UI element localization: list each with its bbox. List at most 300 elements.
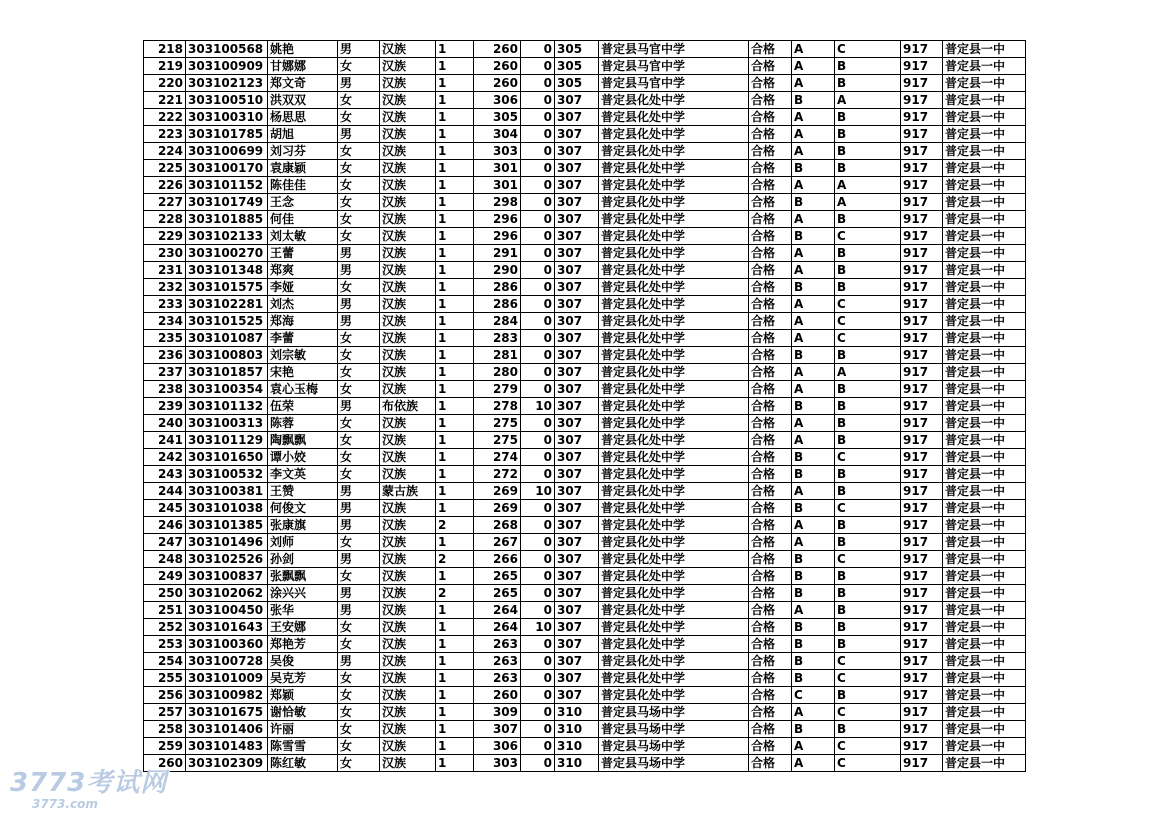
cell-row-number: 237 (144, 364, 186, 381)
cell-grade-b: B (835, 721, 901, 738)
cell-target-code: 917 (901, 58, 943, 75)
cell-target-school: 普定县一中 (943, 568, 1026, 585)
cell-ethnicity: 汉族 (380, 534, 436, 551)
cell-grade-a: B (792, 398, 835, 415)
cell-bonus: 0 (521, 228, 555, 245)
cell-bonus: 0 (521, 313, 555, 330)
table-row (144, 704, 1026, 721)
cell-row-number: 221 (144, 92, 186, 109)
cell-grade-b: C (835, 296, 901, 313)
cell-exam-id: 303100170 (186, 160, 268, 177)
cell-row-number: 259 (144, 738, 186, 755)
cell-category: 1 (436, 602, 474, 619)
cell-score: 263 (474, 636, 521, 653)
cell-exam-id: 303101009 (186, 670, 268, 687)
cell-school-code: 307 (555, 415, 599, 432)
cell-grade-a: B (792, 636, 835, 653)
table-row (144, 738, 1026, 755)
cell-grade-b: C (835, 670, 901, 687)
cell-school-name: 普定县化处中学 (599, 194, 749, 211)
cell-target-school: 普定县一中 (943, 262, 1026, 279)
cell-target-code: 917 (901, 126, 943, 143)
cell-exam-id: 303101132 (186, 398, 268, 415)
cell-grade-a: A (792, 602, 835, 619)
cell-target-school: 普定县一中 (943, 211, 1026, 228)
cell-ethnicity: 汉族 (380, 636, 436, 653)
cell-score: 260 (474, 58, 521, 75)
cell-score: 274 (474, 449, 521, 466)
cell-target-school: 普定县一中 (943, 483, 1026, 500)
cell-score: 280 (474, 364, 521, 381)
cell-exam-id: 303101885 (186, 211, 268, 228)
cell-gender: 女 (338, 381, 380, 398)
cell-exam-id: 303100728 (186, 653, 268, 670)
cell-score: 260 (474, 75, 521, 92)
cell-row-number: 244 (144, 483, 186, 500)
cell-result: 合格 (749, 262, 792, 279)
cell-score: 278 (474, 398, 521, 415)
cell-school-code: 307 (555, 670, 599, 687)
cell-target-school: 普定县一中 (943, 228, 1026, 245)
cell-target-school: 普定县一中 (943, 432, 1026, 449)
cell-grade-b: A (835, 194, 901, 211)
cell-gender: 男 (338, 262, 380, 279)
cell-gender: 女 (338, 636, 380, 653)
cell-gender: 男 (338, 245, 380, 262)
cell-exam-id: 303101152 (186, 177, 268, 194)
cell-ethnicity: 汉族 (380, 228, 436, 245)
cell-grade-b: C (835, 653, 901, 670)
cell-target-school: 普定县一中 (943, 296, 1026, 313)
cell-row-number: 224 (144, 143, 186, 160)
cell-target-code: 917 (901, 364, 943, 381)
cell-student-name: 谭小姣 (268, 449, 338, 466)
cell-grade-a: A (792, 738, 835, 755)
cell-ethnicity: 汉族 (380, 687, 436, 704)
cell-school-name: 普定县化处中学 (599, 551, 749, 568)
cell-school-name: 普定县化处中学 (599, 296, 749, 313)
cell-score: 309 (474, 704, 521, 721)
cell-score: 305 (474, 109, 521, 126)
cell-target-code: 917 (901, 738, 943, 755)
cell-score: 268 (474, 517, 521, 534)
cell-row-number: 252 (144, 619, 186, 636)
cell-school-code: 307 (555, 653, 599, 670)
cell-result: 合格 (749, 534, 792, 551)
cell-category: 1 (436, 415, 474, 432)
cell-target-code: 917 (901, 143, 943, 160)
table-row (144, 449, 1026, 466)
cell-grade-b: B (835, 602, 901, 619)
cell-grade-b: B (835, 75, 901, 92)
cell-school-code: 307 (555, 551, 599, 568)
cell-grade-b: C (835, 738, 901, 755)
cell-target-code: 917 (901, 704, 943, 721)
cell-school-name: 普定县化处中学 (599, 347, 749, 364)
cell-target-code: 917 (901, 109, 943, 126)
cell-ethnicity: 汉族 (380, 704, 436, 721)
cell-grade-b: B (835, 534, 901, 551)
cell-grade-a: A (792, 296, 835, 313)
cell-grade-b: C (835, 755, 901, 772)
cell-target-code: 917 (901, 755, 943, 772)
cell-exam-id: 303100450 (186, 602, 268, 619)
cell-score: 275 (474, 432, 521, 449)
cell-student-name: 涂兴兴 (268, 585, 338, 602)
cell-school-name: 普定县化处中学 (599, 517, 749, 534)
cell-target-code: 917 (901, 330, 943, 347)
cell-result: 合格 (749, 585, 792, 602)
cell-grade-a: B (792, 653, 835, 670)
cell-exam-id: 303100313 (186, 415, 268, 432)
cell-exam-id: 303100837 (186, 568, 268, 585)
cell-category: 2 (436, 551, 474, 568)
cell-student-name: 李蕾 (268, 330, 338, 347)
cell-gender: 女 (338, 347, 380, 364)
cell-target-code: 917 (901, 517, 943, 534)
cell-grade-a: A (792, 211, 835, 228)
cell-gender: 男 (338, 551, 380, 568)
cell-grade-b: B (835, 568, 901, 585)
cell-grade-a: A (792, 364, 835, 381)
cell-result: 合格 (749, 415, 792, 432)
cell-row-number: 256 (144, 687, 186, 704)
cell-exam-id: 303101675 (186, 704, 268, 721)
cell-score: 307 (474, 721, 521, 738)
cell-result: 合格 (749, 347, 792, 364)
cell-school-name: 普定县马官中学 (599, 41, 749, 58)
cell-school-code: 307 (555, 483, 599, 500)
cell-bonus: 0 (521, 585, 555, 602)
cell-score: 283 (474, 330, 521, 347)
cell-grade-a: A (792, 143, 835, 160)
cell-student-name: 吴俊 (268, 653, 338, 670)
cell-ethnicity: 汉族 (380, 330, 436, 347)
cell-school-name: 普定县化处中学 (599, 653, 749, 670)
cell-result: 合格 (749, 194, 792, 211)
cell-exam-id: 303100270 (186, 245, 268, 262)
cell-result: 合格 (749, 58, 792, 75)
cell-row-number: 218 (144, 41, 186, 58)
cell-bonus: 0 (521, 551, 555, 568)
cell-ethnicity: 汉族 (380, 75, 436, 92)
cell-exam-id: 303100568 (186, 41, 268, 58)
cell-score: 264 (474, 619, 521, 636)
cell-target-code: 917 (901, 551, 943, 568)
cell-school-code: 307 (555, 619, 599, 636)
cell-school-code: 307 (555, 381, 599, 398)
cell-bonus: 0 (521, 415, 555, 432)
cell-result: 合格 (749, 517, 792, 534)
cell-bonus: 0 (521, 755, 555, 772)
cell-grade-a: B (792, 670, 835, 687)
cell-student-name: 郑颖 (268, 687, 338, 704)
cell-student-name: 郑爽 (268, 262, 338, 279)
cell-school-code: 307 (555, 109, 599, 126)
cell-score: 298 (474, 194, 521, 211)
table-row (144, 347, 1026, 364)
cell-ethnicity: 汉族 (380, 585, 436, 602)
cell-target-code: 917 (901, 432, 943, 449)
cell-grade-a: A (792, 534, 835, 551)
cell-gender: 女 (338, 58, 380, 75)
table-row (144, 194, 1026, 211)
cell-ethnicity: 汉族 (380, 755, 436, 772)
cell-score: 301 (474, 177, 521, 194)
cell-score: 279 (474, 381, 521, 398)
cell-exam-id: 303101785 (186, 126, 268, 143)
cell-bonus: 0 (521, 636, 555, 653)
cell-gender: 女 (338, 330, 380, 347)
cell-category: 2 (436, 517, 474, 534)
cell-grade-b: B (835, 432, 901, 449)
cell-score: 303 (474, 143, 521, 160)
table-row (144, 534, 1026, 551)
cell-grade-b: B (835, 262, 901, 279)
cell-gender: 男 (338, 313, 380, 330)
cell-bonus: 0 (521, 177, 555, 194)
cell-target-code: 917 (901, 75, 943, 92)
cell-school-code: 305 (555, 75, 599, 92)
cell-gender: 男 (338, 483, 380, 500)
cell-score: 263 (474, 653, 521, 670)
cell-target-school: 普定县一中 (943, 41, 1026, 58)
cell-category: 1 (436, 143, 474, 160)
cell-ethnicity: 汉族 (380, 296, 436, 313)
table-row (144, 687, 1026, 704)
cell-category: 1 (436, 619, 474, 636)
cell-row-number: 247 (144, 534, 186, 551)
cell-student-name: 许丽 (268, 721, 338, 738)
cell-school-name: 普定县马场中学 (599, 755, 749, 772)
cell-school-name: 普定县化处中学 (599, 92, 749, 109)
cell-category: 1 (436, 262, 474, 279)
cell-exam-id: 303101857 (186, 364, 268, 381)
table-row (144, 143, 1026, 160)
cell-target-school: 普定县一中 (943, 126, 1026, 143)
cell-row-number: 254 (144, 653, 186, 670)
cell-target-school: 普定县一中 (943, 381, 1026, 398)
cell-score: 306 (474, 738, 521, 755)
table-row (144, 619, 1026, 636)
cell-score: 286 (474, 296, 521, 313)
cell-grade-a: A (792, 330, 835, 347)
cell-grade-a: B (792, 551, 835, 568)
table-body (144, 41, 1026, 772)
cell-exam-id: 303101575 (186, 279, 268, 296)
cell-bonus: 0 (521, 279, 555, 296)
cell-exam-id: 303100803 (186, 347, 268, 364)
cell-student-name: 郑艳芳 (268, 636, 338, 653)
cell-score: 296 (474, 211, 521, 228)
cell-school-code: 307 (555, 245, 599, 262)
cell-target-school: 普定县一中 (943, 704, 1026, 721)
cell-target-school: 普定县一中 (943, 738, 1026, 755)
cell-category: 1 (436, 58, 474, 75)
table-row (144, 500, 1026, 517)
cell-result: 合格 (749, 568, 792, 585)
cell-ethnicity: 汉族 (380, 602, 436, 619)
cell-student-name: 李娅 (268, 279, 338, 296)
cell-row-number: 248 (144, 551, 186, 568)
cell-row-number: 219 (144, 58, 186, 75)
cell-target-school: 普定县一中 (943, 330, 1026, 347)
cell-bonus: 0 (521, 330, 555, 347)
cell-student-name: 宋艳 (268, 364, 338, 381)
cell-target-school: 普定县一中 (943, 109, 1026, 126)
cell-exam-id: 303102309 (186, 755, 268, 772)
cell-bonus: 0 (521, 568, 555, 585)
cell-score: 304 (474, 126, 521, 143)
cell-grade-b: B (835, 126, 901, 143)
cell-category: 1 (436, 211, 474, 228)
cell-grade-b: C (835, 551, 901, 568)
cell-target-code: 917 (901, 398, 943, 415)
cell-target-school: 普定县一中 (943, 75, 1026, 92)
cell-school-name: 普定县化处中学 (599, 619, 749, 636)
cell-grade-a: B (792, 228, 835, 245)
cell-result: 合格 (749, 398, 792, 415)
admission-results-table (143, 40, 1026, 772)
cell-target-school: 普定县一中 (943, 500, 1026, 517)
cell-grade-a: B (792, 500, 835, 517)
cell-exam-id: 303102281 (186, 296, 268, 313)
cell-bonus: 0 (521, 517, 555, 534)
cell-school-code: 310 (555, 704, 599, 721)
cell-school-code: 307 (555, 500, 599, 517)
cell-grade-b: C (835, 313, 901, 330)
table-row (144, 177, 1026, 194)
cell-target-code: 917 (901, 313, 943, 330)
cell-score: 269 (474, 483, 521, 500)
cell-student-name: 王念 (268, 194, 338, 211)
cell-category: 1 (436, 432, 474, 449)
table-row (144, 585, 1026, 602)
cell-grade-a: A (792, 704, 835, 721)
cell-bonus: 0 (521, 262, 555, 279)
cell-category: 1 (436, 466, 474, 483)
cell-exam-id: 303101749 (186, 194, 268, 211)
cell-category: 1 (436, 194, 474, 211)
cell-school-code: 307 (555, 262, 599, 279)
cell-exam-id: 303100532 (186, 466, 268, 483)
cell-exam-id: 303101496 (186, 534, 268, 551)
cell-bonus: 0 (521, 534, 555, 551)
cell-grade-a: B (792, 92, 835, 109)
cell-grade-b: A (835, 177, 901, 194)
cell-result: 合格 (749, 279, 792, 296)
cell-gender: 女 (338, 109, 380, 126)
table-row (144, 279, 1026, 296)
cell-bonus: 0 (521, 653, 555, 670)
cell-grade-b: B (835, 211, 901, 228)
table-row (144, 636, 1026, 653)
cell-grade-a: A (792, 126, 835, 143)
cell-grade-a: A (792, 109, 835, 126)
cell-target-code: 917 (901, 245, 943, 262)
cell-ethnicity: 汉族 (380, 177, 436, 194)
cell-grade-a: A (792, 177, 835, 194)
cell-school-name: 普定县化处中学 (599, 126, 749, 143)
cell-category: 1 (436, 92, 474, 109)
cell-target-code: 917 (901, 160, 943, 177)
cell-category: 1 (436, 364, 474, 381)
cell-ethnicity: 汉族 (380, 415, 436, 432)
cell-school-code: 307 (555, 143, 599, 160)
cell-result: 合格 (749, 126, 792, 143)
cell-school-code: 307 (555, 296, 599, 313)
cell-target-school: 普定县一中 (943, 534, 1026, 551)
cell-ethnicity: 汉族 (380, 109, 436, 126)
cell-ethnicity: 布依族 (380, 398, 436, 415)
cell-school-code: 307 (555, 330, 599, 347)
cell-grade-a: B (792, 619, 835, 636)
cell-school-code: 307 (555, 313, 599, 330)
cell-student-name: 张康旗 (268, 517, 338, 534)
table-row (144, 211, 1026, 228)
cell-grade-a: A (792, 381, 835, 398)
cell-bonus: 0 (521, 296, 555, 313)
cell-student-name: 何佳 (268, 211, 338, 228)
table-row (144, 432, 1026, 449)
cell-grade-b: C (835, 500, 901, 517)
cell-gender: 男 (338, 653, 380, 670)
cell-grade-a: B (792, 449, 835, 466)
cell-category: 1 (436, 398, 474, 415)
cell-exam-id: 303101643 (186, 619, 268, 636)
cell-exam-id: 303102123 (186, 75, 268, 92)
cell-gender: 男 (338, 517, 380, 534)
table-row (144, 755, 1026, 772)
cell-row-number: 225 (144, 160, 186, 177)
cell-ethnicity: 汉族 (380, 313, 436, 330)
cell-row-number: 246 (144, 517, 186, 534)
table-row (144, 92, 1026, 109)
cell-row-number: 227 (144, 194, 186, 211)
cell-grade-b: B (835, 347, 901, 364)
cell-school-name: 普定县化处中学 (599, 415, 749, 432)
cell-ethnicity: 汉族 (380, 670, 436, 687)
cell-target-school: 普定县一中 (943, 619, 1026, 636)
cell-ethnicity: 汉族 (380, 279, 436, 296)
cell-school-name: 普定县化处中学 (599, 602, 749, 619)
cell-gender: 女 (338, 721, 380, 738)
cell-target-code: 917 (901, 449, 943, 466)
cell-grade-b: C (835, 704, 901, 721)
table-row (144, 296, 1026, 313)
cell-school-code: 307 (555, 347, 599, 364)
cell-result: 合格 (749, 721, 792, 738)
cell-bonus: 0 (521, 466, 555, 483)
cell-target-school: 普定县一中 (943, 687, 1026, 704)
cell-ethnicity: 汉族 (380, 58, 436, 75)
cell-ethnicity: 汉族 (380, 449, 436, 466)
cell-result: 合格 (749, 619, 792, 636)
cell-bonus: 0 (521, 738, 555, 755)
cell-school-code: 310 (555, 721, 599, 738)
cell-result: 合格 (749, 228, 792, 245)
cell-gender: 女 (338, 432, 380, 449)
cell-category: 1 (436, 330, 474, 347)
table-row (144, 364, 1026, 381)
cell-row-number: 238 (144, 381, 186, 398)
cell-exam-id: 303102062 (186, 585, 268, 602)
cell-exam-id: 303101087 (186, 330, 268, 347)
cell-student-name: 陈佳佳 (268, 177, 338, 194)
cell-grade-b: B (835, 483, 901, 500)
cell-student-name: 刘杰 (268, 296, 338, 313)
cell-bonus: 0 (521, 58, 555, 75)
